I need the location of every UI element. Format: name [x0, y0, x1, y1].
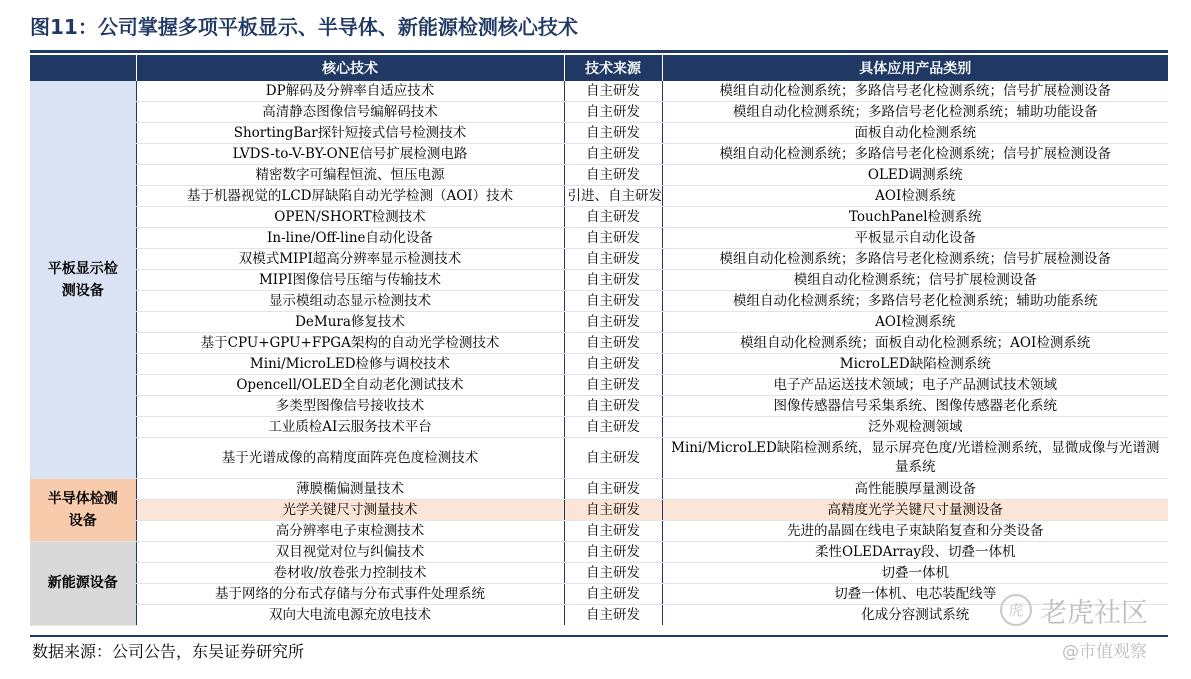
tech-cell: LVDS-to-V-BY-ONE信号扩展检测电路 [136, 144, 564, 165]
source-cell: 自主研发 [564, 123, 662, 144]
app-cell: 电子产品运送技术领域；电子产品测试技术领域 [662, 375, 1168, 396]
source-cell: 自主研发 [564, 270, 662, 291]
source-cell: 自主研发 [564, 417, 662, 438]
tech-cell: 多类型图像信号接收技术 [136, 396, 564, 417]
source-cell: 自主研发 [564, 563, 662, 584]
table-row [30, 396, 1168, 417]
app-cell: Mini/MicroLED缺陷检测系统，显示屏亮色度/光谱检测系统，显微成像与光谱测量系统 [662, 438, 1168, 479]
table-row [30, 312, 1168, 333]
app-cell: OLED调测系统 [662, 165, 1168, 186]
tech-cell: 基于网络的分布式存储与分布式事件处理系统 [136, 584, 564, 605]
table-row [30, 270, 1168, 291]
source-cell: 自主研发 [564, 500, 662, 521]
tech-cell: 高清静态图像信号编解码技术 [136, 102, 564, 123]
tech-cell: In-line/Off-line自动化设备 [136, 228, 564, 249]
app-cell: 柔性OLEDArray段、切叠一体机 [662, 542, 1168, 563]
watermark [1000, 590, 1148, 630]
tech-cell: MIPI图像信号压缩与传输技术 [136, 270, 564, 291]
tech-cell: 光学关键尺寸测量技术 [136, 500, 564, 521]
table-row [30, 102, 1168, 123]
tech-cell: 薄膜椭偏测量技术 [136, 479, 564, 500]
header-core-tech: 核心技术 [136, 55, 564, 81]
tech-cell: 基于光谱成像的高精度面阵亮色度检测技术 [136, 438, 564, 479]
app-cell: 模组自动化检测系统；多路信号老化检测系统；辅助功能系统 [662, 291, 1168, 312]
source-cell: 自主研发 [564, 396, 662, 417]
table-row [30, 479, 1168, 500]
table-row [30, 521, 1168, 542]
tech-cell: OPEN/SHORT检测技术 [136, 207, 564, 228]
tech-cell: 精密数字可编程恒流、恒压电源 [136, 165, 564, 186]
table-row [30, 500, 1168, 521]
app-cell: 化成分容测试系统 [662, 605, 1168, 626]
app-cell: 切叠一体机 [662, 563, 1168, 584]
tech-cell: 双模式MIPI超高分辨率显示检测技术 [136, 249, 564, 270]
source-cell: 自主研发 [564, 542, 662, 563]
app-cell: 泛外观检测领域 [662, 417, 1168, 438]
app-cell: AOI检测系统 [662, 186, 1168, 207]
source-cell: 自主研发 [564, 81, 662, 102]
app-cell: 先进的晶圆在线电子束缺陷复查和分类设备 [662, 521, 1168, 542]
core-tech-table [30, 55, 1168, 626]
app-cell: AOI检测系统 [662, 312, 1168, 333]
table-row [30, 165, 1168, 186]
source-cell: 自主研发 [564, 354, 662, 375]
category-cell: 新能源设备 [30, 542, 136, 626]
source-cell: 自主研发 [564, 312, 662, 333]
table-row [30, 354, 1168, 375]
app-cell: 平板显示自动化设备 [662, 228, 1168, 249]
app-cell: 切叠一体机、电芯装配线等 [662, 584, 1168, 605]
table-row [30, 375, 1168, 396]
tech-cell: Opencell/OLED全自动老化测试技术 [136, 375, 564, 396]
table-row [30, 291, 1168, 312]
table-header-row [30, 55, 1168, 81]
table-row [30, 186, 1168, 207]
app-cell: 模组自动化检测系统；多路信号老化检测系统；信号扩展检测设备 [662, 144, 1168, 165]
source-cell: 自主研发 [564, 375, 662, 396]
tech-cell: 基于CPU+GPU+FPGA架构的自动光学检测技术 [136, 333, 564, 354]
header-application: 具体应用产品类别 [662, 55, 1168, 81]
source-cell: 自主研发 [564, 228, 662, 249]
source-cell: 自主研发 [564, 584, 662, 605]
app-cell: MicroLED缺陷检测系统 [662, 354, 1168, 375]
table-row [30, 228, 1168, 249]
app-cell: 模组自动化检测系统；信号扩展检测设备 [662, 270, 1168, 291]
app-cell: 面板自动化检测系统 [662, 123, 1168, 144]
source-cell: 自主研发 [564, 207, 662, 228]
app-cell: 高性能膜厚量测设备 [662, 479, 1168, 500]
tech-cell: Mini/MicroLED检修与调校技术 [136, 354, 564, 375]
source-cell: 自主研发 [564, 479, 662, 500]
source-cell: 自主研发 [564, 249, 662, 270]
tech-cell: ShortingBar探针短接式信号检测技术 [136, 123, 564, 144]
source-cell: 自主研发 [564, 291, 662, 312]
table-row [30, 417, 1168, 438]
source-cell: 引进、自主研发 [564, 186, 662, 207]
tech-cell: 双目视觉对位与纠偏技术 [136, 542, 564, 563]
table-row [30, 584, 1168, 605]
app-cell: 模组自动化检测系统；多路信号老化检测系统；信号扩展检测设备 [662, 81, 1168, 102]
source-note: 数据来源：公司公告，东吴证券研究所 [32, 642, 305, 661]
app-cell: 模组自动化检测系统；面板自动化检测系统；AOI检测系统 [662, 333, 1168, 354]
source-cell: 自主研发 [564, 165, 662, 186]
table-row [30, 542, 1168, 563]
source-cell: 自主研发 [564, 102, 662, 123]
tech-cell: 双向大电流电源充放电技术 [136, 605, 564, 626]
top-rule [30, 50, 1168, 53]
tiger-logo-icon: 虎 [1000, 594, 1032, 626]
tech-cell: 基于机器视觉的LCD屏缺陷自动光学检测（AOI）技术 [136, 186, 564, 207]
source-cell: 自主研发 [564, 333, 662, 354]
table-row [30, 144, 1168, 165]
app-cell: TouchPanel检测系统 [662, 207, 1168, 228]
header-tech-source: 技术来源 [564, 55, 662, 81]
app-cell: 模组自动化检测系统；多路信号老化检测系统；辅助功能设备 [662, 102, 1168, 123]
table-row [30, 81, 1168, 102]
source-cell: 自主研发 [564, 521, 662, 542]
app-cell: 模组自动化检测系统；多路信号老化检测系统；信号扩展检测设备 [662, 249, 1168, 270]
table-row [30, 249, 1168, 270]
bottom-rule [30, 635, 1168, 637]
table-row [30, 333, 1168, 354]
app-cell: 图像传感器信号采集系统、图像传感器老化系统 [662, 396, 1168, 417]
table-row [30, 123, 1168, 144]
source-cell: 自主研发 [564, 438, 662, 479]
tech-cell: 显示模组动态显示检测技术 [136, 291, 564, 312]
table-row [30, 605, 1168, 626]
tech-cell: 工业质检AI云服务技术平台 [136, 417, 564, 438]
figure-title: 图11：公司掌握多项平板显示、半导体、新能源检测核心技术 [30, 15, 578, 39]
tech-cell: 卷材收/放卷张力控制技术 [136, 563, 564, 584]
watermark-handle: @市值观察 [1062, 642, 1147, 662]
app-cell: 高精度光学关键尺寸量测设备 [662, 500, 1168, 521]
category-cell: 平板显示检测设备 [30, 81, 136, 479]
header-category [30, 55, 136, 81]
table-row [30, 563, 1168, 584]
category-cell: 半导体检测设备 [30, 479, 136, 542]
source-cell: 自主研发 [564, 605, 662, 626]
tech-cell: 高分辨率电子束检测技术 [136, 521, 564, 542]
watermark-brand: 老虎社区 [1040, 597, 1148, 629]
source-cell: 自主研发 [564, 144, 662, 165]
table-row [30, 438, 1168, 479]
tech-cell: DeMura修复技术 [136, 312, 564, 333]
tech-cell: DP解码及分辨率自适应技术 [136, 81, 564, 102]
table-row [30, 207, 1168, 228]
